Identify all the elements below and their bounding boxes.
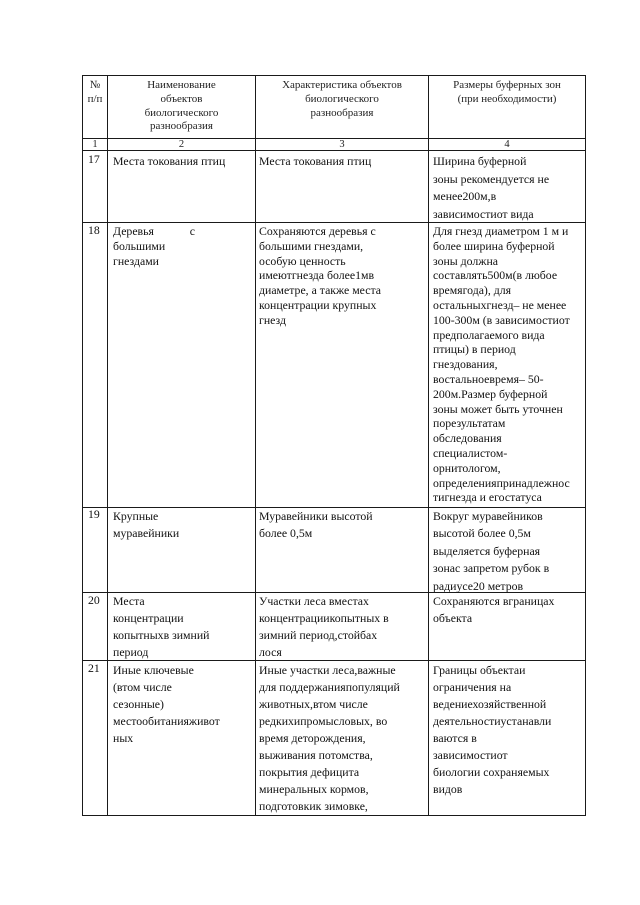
buffer-zone-cell — [429, 593, 586, 661]
header-line: разнообразия — [310, 106, 374, 119]
cell-line: Места токования птиц — [113, 154, 226, 168]
cell-line: муравейники — [113, 526, 180, 541]
row-number-cell: 20 — [83, 593, 108, 661]
buffer-zone-cell — [429, 151, 586, 223]
cell-line: особую ценность — [259, 253, 346, 268]
cell-line: 200м.Размер буферной — [433, 386, 548, 401]
cell-line: имеютгнезда более1мв — [259, 268, 375, 283]
buffer-zone-cell — [429, 223, 586, 508]
object-name-cell — [108, 223, 256, 508]
cell-line: время деторождения, — [259, 731, 366, 745]
cell-line: 100-300м (в зависимостиот — [433, 312, 570, 327]
cell-line: высотой более 0,5м — [433, 526, 531, 541]
cell-line: определенияпринадлежнос — [433, 475, 570, 490]
cell-line: зоны рекомендуется не — [433, 171, 550, 186]
cell-line: период — [113, 645, 149, 659]
object-name-cell — [108, 508, 256, 593]
column-number-cell: 3 — [256, 139, 429, 151]
cell-line: диаметре, а также места — [259, 283, 381, 298]
cell-line: Иные участки леса,важные — [259, 663, 396, 677]
cell-line: Места — [113, 594, 145, 608]
cell-line: концентрации — [113, 611, 184, 625]
cell-line: порезультатам — [433, 416, 506, 431]
cell-line: деятельностиустанавли — [433, 714, 552, 728]
cell-line: Участки леса вместах — [259, 594, 369, 608]
cell-line: Места токования птиц — [259, 154, 372, 168]
cell-line: объекта — [433, 611, 473, 625]
object-name-cell — [108, 151, 256, 223]
header-cell-buffer — [429, 76, 586, 139]
cell-line: Вокруг муравейников — [433, 509, 543, 523]
cell-line: концентрации крупных — [259, 297, 377, 312]
cell-line: редкихипромысловых, во — [259, 714, 388, 728]
cell-line: радиусе20 метров — [433, 578, 524, 593]
row-number-cell: 18 — [83, 223, 108, 508]
cell-line: биологии сохраняемых — [433, 765, 550, 779]
header-line: Характеристика объектов — [282, 79, 402, 91]
cell-line: покрытия дефицита — [259, 765, 360, 779]
row-number-cell: 21 — [83, 661, 108, 816]
cell-line: зависимостиот — [433, 748, 508, 762]
cell-line: сезонные) — [113, 697, 164, 711]
cell-line: ведениехозяйственной — [433, 697, 547, 711]
cell-line: выживания потомства, — [259, 748, 373, 762]
cell-line: ваются в — [433, 731, 477, 745]
cell-line: Иные ключевые — [113, 663, 194, 677]
cell-line: лося — [259, 645, 282, 659]
cell-line: времягода), для — [433, 283, 512, 298]
object-characteristic-cell — [256, 593, 429, 661]
cell-line: Для гнезд диаметром 1 м и — [433, 224, 569, 238]
cell-line: орнитологом, — [433, 460, 501, 475]
object-characteristic-cell — [256, 151, 429, 223]
header-cell-characteristic — [256, 76, 429, 139]
cell-line: гнездами — [113, 253, 159, 268]
cell-line: местообитанияживот — [113, 714, 220, 728]
cell-line: большими — [113, 238, 166, 253]
header-line: биологического — [305, 92, 379, 105]
cell-line: остальныхгнезд– не менее — [433, 297, 567, 312]
object-characteristic-cell — [256, 508, 429, 593]
header-line: Наименование — [147, 79, 216, 91]
cell-line: животных,втом числе — [259, 697, 368, 711]
row-number-cell: 19 — [83, 508, 108, 593]
cell-line: птицы) в период — [433, 342, 516, 357]
cell-line: зонас запретом рубок в — [433, 561, 550, 576]
object-name-cell — [108, 593, 256, 661]
cell-line: (втом числе — [113, 680, 172, 694]
cell-line: обследования — [433, 431, 502, 446]
cell-line: предполагаемого вида — [433, 327, 545, 342]
cell-line: копытныхв зимний — [113, 628, 210, 642]
cell-line: концентрациикопытных в — [259, 611, 389, 625]
cell-line: Границы объектаи — [433, 663, 526, 677]
cell-line: ограничения на — [433, 680, 512, 694]
cell-line: Ширина буферной — [433, 154, 527, 168]
cell-line: более 0,5м — [259, 526, 313, 541]
cell-line: ных — [113, 731, 134, 745]
cell-line: Муравейники высотой — [259, 509, 373, 523]
cell-line: большими гнездами, — [259, 238, 364, 253]
header-line: объектов — [160, 92, 203, 105]
cell-line: зоны должна — [433, 253, 499, 268]
column-number-cell: 4 — [429, 139, 586, 151]
cell-line: менее200м,в — [433, 189, 497, 203]
cell-line: гнезд — [259, 312, 286, 327]
cell-line: подготовкик зимовке, — [259, 799, 368, 813]
cell-line: более ширина буферной — [433, 238, 555, 253]
cell-line: востальноевремя– 50- — [433, 371, 544, 386]
cell-line: для поддержанияпопуляций — [259, 680, 400, 694]
cell-line: Крупные — [113, 509, 159, 523]
header-line: биологического — [144, 106, 219, 119]
header-line: № — [89, 79, 101, 91]
object-characteristic-cell — [256, 661, 429, 816]
cell-line: зависимостиот вида — [433, 206, 534, 221]
cell-line: составлять500м(в любое — [433, 268, 558, 283]
header-line: разнообразия — [150, 120, 213, 133]
cell-line: выделяется буферная — [433, 543, 541, 558]
cell-line: зоны может быть уточнен — [433, 401, 563, 416]
row-number-cell: 17 — [83, 151, 108, 223]
header-line: (при необходимости) — [457, 92, 557, 105]
cell-line: зимний период,стойбах — [259, 628, 378, 642]
header-line: Размеры буферных зон — [453, 79, 561, 91]
header-cell-name — [108, 76, 256, 139]
column-number-cell: 1 — [83, 139, 108, 151]
cell-line: гнездования, — [433, 357, 498, 372]
buffer-zone-cell — [429, 661, 586, 816]
header-cell-number — [83, 76, 108, 139]
column-number-cell: 2 — [108, 139, 256, 151]
cell-line: Сохраняются вграницах — [433, 594, 555, 608]
buffer-zone-cell — [429, 508, 586, 593]
cell-line: Деревья с — [113, 224, 195, 238]
header-line: п/п — [87, 92, 103, 105]
cell-line: минеральных кормов, — [259, 782, 369, 796]
cell-line: Сохраняются деревья с — [259, 224, 376, 238]
object-characteristic-cell — [256, 223, 429, 508]
biodiversity-table — [82, 75, 586, 816]
cell-line: видов — [433, 782, 463, 796]
cell-line: специалистом- — [433, 445, 508, 460]
object-name-cell — [108, 661, 256, 816]
cell-line: тигнезда и егостатуса — [433, 490, 542, 505]
